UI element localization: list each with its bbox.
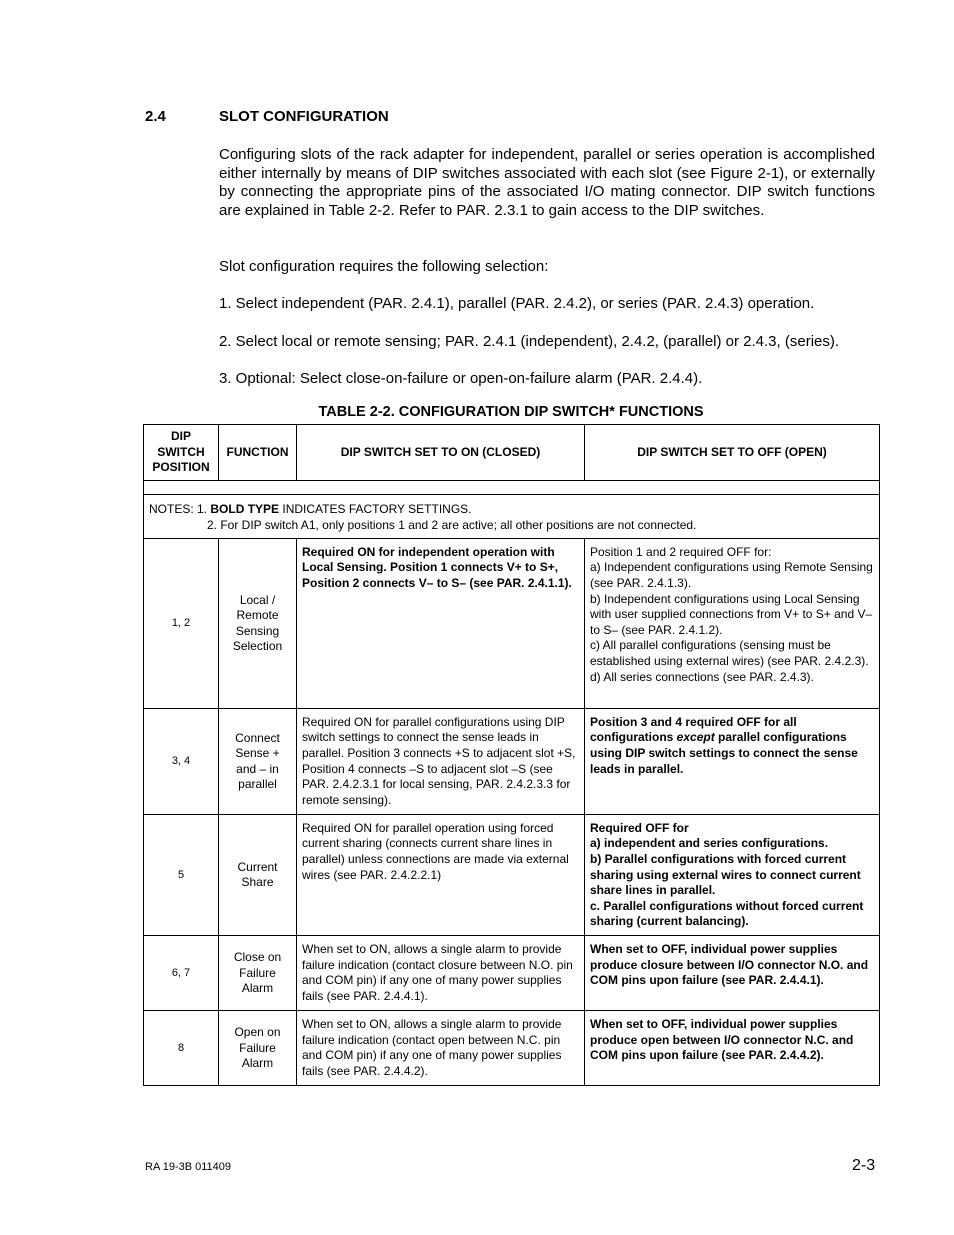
section-title: SLOT CONFIGURATION xyxy=(219,108,389,125)
row-off-emphasis: except xyxy=(676,730,715,745)
header-function: FUNCTION xyxy=(219,425,297,481)
row-off xyxy=(585,538,880,708)
notes-cell xyxy=(144,494,880,538)
row-function: Close on Failure Alarm xyxy=(219,935,297,1010)
row-position: 6, 7 xyxy=(144,935,219,1010)
row-function: Local / Remote Sensing Selection xyxy=(219,538,297,708)
row-off-line: Position 1 and 2 required OFF for: xyxy=(590,544,772,559)
row-off: When set to OFF, individual power supplies produce closure between I/O connector N.O. and COM pins upon failure (see PAR. 2.4.4.1). xyxy=(585,935,880,1010)
table-header-row xyxy=(144,425,880,481)
row-function: Current Share xyxy=(219,814,297,935)
row-off xyxy=(585,708,880,814)
dip-switch-table xyxy=(143,424,880,1086)
row-position: 5 xyxy=(144,814,219,935)
step-2: 2. Select local or remote sensing; PAR. 2.4.1 (independent), 2.4.2, (parallel) or 2.4.3, (series). xyxy=(219,333,840,350)
row-off-line: b) Independent configurations using Local Sensing with user supplied connections from V+ to S+ and V– to S– (see PAR. 2.4.1.2). xyxy=(590,591,873,637)
notes-label: NOTES: 1. xyxy=(149,501,211,516)
step-1: 1. Select independent (PAR. 2.4.1), parallel (PAR. 2.4.2), or series (PAR. 2.4.3) operation. xyxy=(219,295,815,312)
footer-doc-id: RA 19-3B 011409 xyxy=(145,1161,232,1173)
header-on: DIP SWITCH SET TO ON (CLOSED) xyxy=(297,425,585,481)
row-on: Required ON for independent operation with Local Sensing. Position 1 connects V+ to S+, Position 2 connects V– to S– (see PAR. 2.4.1.1). xyxy=(297,538,585,708)
row-function: Open on Failure Alarm xyxy=(219,1010,297,1085)
row-off-line: Required OFF for xyxy=(590,820,689,835)
row-function: Connect Sense + and – in parallel xyxy=(219,708,297,814)
row-off: When set to OFF, individual power supplies produce open between I/O connector N.C. and COM pins upon failure (see PAR. 2.4.4.2). xyxy=(585,1010,880,1085)
page-number: 2-3 xyxy=(852,1157,876,1174)
header-off: DIP SWITCH SET TO OFF (OPEN) xyxy=(585,425,880,481)
note-1-bold: BOLD TYPE xyxy=(210,501,280,516)
row-on: Required ON for parallel operation using forced current sharing (connects current share lines in parallel) unless connections are made via external wires (see PAR. 2.4.2.2.1) xyxy=(297,814,585,935)
notes-row xyxy=(144,494,880,538)
row-off-line: a) independent and series configurations. xyxy=(590,836,829,851)
row-position: 8 xyxy=(144,1010,219,1085)
row-off-post: parallel configurations using DIP switch settings to connect the sense leads in parallel. xyxy=(590,730,858,776)
row-on: Required ON for parallel configurations using DIP switch settings to connect the sense leads in parallel. Position 3 connects +S to adjacent slot +S, Position 4 connects –S to adjacent slot –S (see PAR. 2.4.2.3.1 for local sensing, PAR. 2.4.2.3.3 for remote sensing). xyxy=(297,708,585,814)
header-separator xyxy=(144,480,880,494)
row-off-line: c. Parallel configurations without forced current sharing (current balancing). xyxy=(590,898,864,929)
row-off-line: c) All parallel configurations (sensing must be established using external wires) (see PAR. 2.4.2.3). xyxy=(590,638,869,668)
row-off xyxy=(585,814,880,935)
note-2: 2. For DIP switch A1, only positions 1 and 2 are active; all other positions are not connected. xyxy=(207,517,697,532)
row-off-pre: Position 3 and 4 required OFF for all configurations xyxy=(590,714,797,745)
table-row xyxy=(144,1010,880,1085)
table-row xyxy=(144,538,880,708)
header-position: DIP SWITCH POSITION xyxy=(144,425,219,481)
row-on: When set to ON, allows a single alarm to provide failure indication (contact open between N.C. pin and COM pin) if any one of many power supplies fails (see PAR. 2.4.4.2). xyxy=(297,1010,585,1085)
table-row xyxy=(144,935,880,1010)
intro-paragraph: Configuring slots of the rack adapter for independent, parallel or series operation is accomplished either internally by means of DIP switches associated with each slot (see Figure 2-1), or externally by connecting the appropriate pins of the associated I/O mating connector. DIP switch functions are explained in Table 2-2. Refer to PAR. 2.3.1 to gain access to the DIP switches. xyxy=(219,146,875,219)
note-1 xyxy=(149,501,874,517)
table-title: TABLE 2-2. CONFIGURATION DIP SWITCH* FUNCTIONS xyxy=(318,404,704,420)
note-1-rest: INDICATES FACTORY SETTINGS. xyxy=(279,501,472,516)
section-number: 2.4 xyxy=(145,108,166,125)
row-on: When set to ON, allows a single alarm to provide failure indication (contact closure between N.O. pin and COM pin) if any one of many power supplies fails (see PAR. 2.4.4.1). xyxy=(297,935,585,1010)
row-position: 1, 2 xyxy=(144,538,219,708)
table-row xyxy=(144,814,880,935)
table-row xyxy=(144,708,880,814)
step-3: 3. Optional: Select close-on-failure or open-on-failure alarm (PAR. 2.4.4). xyxy=(219,370,703,387)
row-off-line: a) Independent configurations using Remote Sensing (see PAR. 2.4.1.3). xyxy=(590,560,873,590)
selection-paragraph: Slot configuration requires the following selection: xyxy=(219,258,549,275)
row-off-line: d) All series connections (see PAR. 2.4.3). xyxy=(590,669,814,684)
row-position: 3, 4 xyxy=(144,708,219,814)
row-off-line: b) Parallel configurations with forced current sharing using external wires to connect current share lines in parallel. xyxy=(590,851,861,898)
